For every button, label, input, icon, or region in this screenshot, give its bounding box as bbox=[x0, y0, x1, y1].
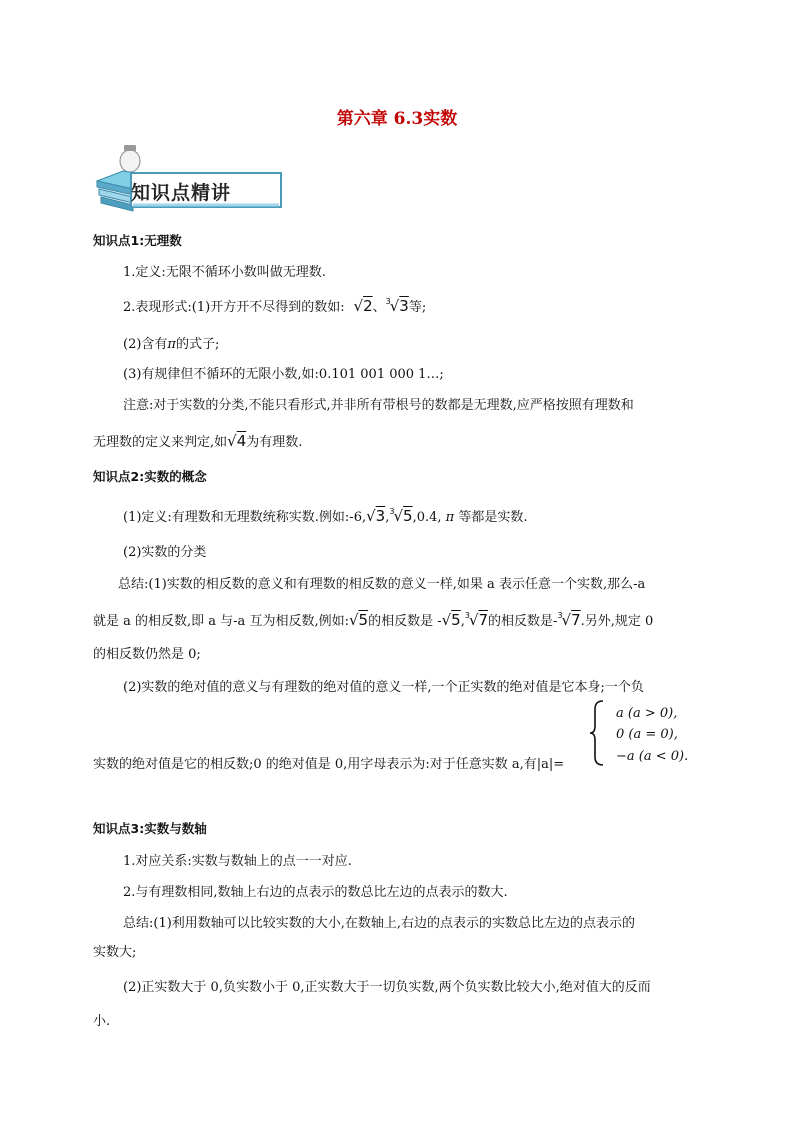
paragraph: 无理数的定义来判定,如√4为有理数. bbox=[93, 432, 303, 450]
cbrt-7: $^3$√7 bbox=[557, 611, 581, 629]
paragraph: 注意:对于实数的分类,不能只看形式,并非所有带根号的数都是无理数,应严格按照有理数和 bbox=[123, 398, 634, 413]
cbrt-3: $^3$√3 bbox=[385, 297, 409, 315]
abs-case-positive: a (a > 0), bbox=[616, 706, 678, 721]
sqrt-4: √4 bbox=[227, 432, 247, 450]
paragraph: (2)实数的分类 bbox=[123, 545, 207, 560]
section-heading: 知识点2:实数的概念 bbox=[93, 469, 207, 484]
paragraph: 就是 a 的相反数,即 a 与-a 互为相反数,例如:√5的相反数是 -√5,$^3$√7的相反数是-$^3$√7.另外,规定 0 bbox=[93, 611, 654, 629]
section-heading: 知识点3:实数与数轴 bbox=[93, 821, 207, 836]
sqrt-5: √5 bbox=[348, 611, 369, 629]
cbrt-7: $^3$√7 bbox=[464, 611, 489, 629]
cbrt-5: $^3$√5 bbox=[389, 507, 413, 525]
paragraph: 小. bbox=[93, 1014, 111, 1029]
paragraph: 总结:(1)利用数轴可以比较实数的大小,在数轴上,右边的点表示的实数总比左边的点表示的 bbox=[123, 916, 636, 931]
paragraph: 实数的绝对值是它的相反数;0 的绝对值是 0,用字母表示为:对于任意实数 a,有|a|= bbox=[93, 757, 565, 772]
paragraph: (1)定义:有理数和无理数统称实数.例如:-6,√3,$^3$√5,0.4, π 等都是实数. bbox=[123, 507, 528, 525]
paragraph: 1.对应关系:实数与数轴上的点一一对应. bbox=[123, 854, 352, 869]
paragraph: (2)实数的绝对值的意义与有理数的绝对值的意义一样,一个正实数的绝对值是它本身;一个负 bbox=[123, 680, 644, 695]
paragraph: 2.表现形式:(1)开方开不尽得到的数如: √2、$^3$√3等; bbox=[123, 297, 427, 315]
badge-label: 知识点精讲 bbox=[131, 182, 232, 204]
abs-case-zero: 0 (a = 0), bbox=[616, 727, 678, 742]
page-title: 第六章 6.3实数 bbox=[336, 109, 458, 129]
left-brace bbox=[589, 700, 605, 766]
sqrt-2: √2 bbox=[353, 297, 373, 315]
sqrt-5: √5 bbox=[441, 611, 461, 629]
section-heading: 知识点1:无理数 bbox=[93, 233, 182, 248]
abs-case-negative: −a (a < 0). bbox=[616, 749, 689, 764]
paragraph: (2)含有π的式子; bbox=[123, 337, 220, 352]
paragraph: 的相反数仍然是 0; bbox=[93, 647, 201, 662]
paragraph: 实数大; bbox=[93, 945, 137, 960]
paragraph: (2)正实数大于 0,负实数小于 0,正实数大于一切负实数,两个负实数比较大小,绝对值大的反而 bbox=[123, 980, 651, 995]
paragraph: 1.定义:无限不循环小数叫做无理数. bbox=[123, 265, 326, 280]
paragraph: 总结:(1)实数的相反数的意义和有理数的相反数的意义一样,如果 a 表示任意一个实数,那么-a bbox=[118, 577, 646, 592]
paragraph: 2.与有理数相同,数轴上右边的点表示的数总比左边的点表示的数大. bbox=[123, 885, 508, 900]
paragraph: (3)有规律但不循环的无限小数,如:0.101 001 000 1…; bbox=[123, 367, 444, 382]
sqrt-3: √3 bbox=[366, 507, 386, 525]
